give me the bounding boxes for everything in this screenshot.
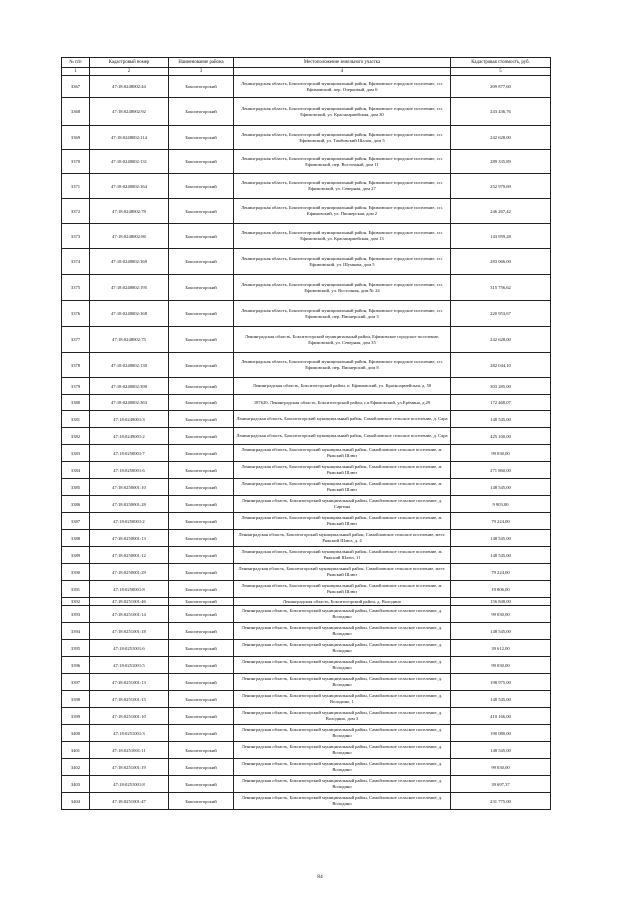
cadastral-value: 242 628,00 xyxy=(451,126,551,150)
table-row xyxy=(62,411,551,428)
row-index: 3400 xyxy=(62,725,90,742)
row-index: 3396 xyxy=(62,657,90,674)
cadastral-number: 47:18:0250001:7 xyxy=(90,445,169,462)
cadastral-value: 99 030,00 xyxy=(451,759,551,776)
location: Ленинградская область, Бокситогорский муниципальный район, Ефимовское городское поселение, г.п. Ефимовский, ул. Пионерская, дом 2 xyxy=(234,199,451,224)
district-name: Бокситогорский xyxy=(169,547,234,564)
row-index: 3374 xyxy=(62,249,90,275)
cadastral-number: 47:18:0248002:168 xyxy=(90,301,169,327)
district-name: Бокситогорский xyxy=(169,496,234,513)
cadastral-number: 47:18:0248002:114 xyxy=(90,126,169,150)
location: Ленинградская область, Бокситогорский муниципальный район, Самойловское сельское поселение, д. Володино xyxy=(234,623,451,640)
row-index: 3371 xyxy=(62,174,90,199)
header-index: № п/п xyxy=(62,58,90,68)
cadastral-value: 79 224,00 xyxy=(451,513,551,530)
table-row xyxy=(62,623,551,640)
cadastral-value: 246 267,42 xyxy=(451,199,551,224)
table-row xyxy=(62,513,551,530)
table-row xyxy=(62,691,551,708)
location: Ленинградская область, Бокситогорский муниципальный район, Ефимовское городское поселение, г.п. Ефимовский, пер. Пионерский, дом 8 xyxy=(234,353,451,378)
row-index: 3383 xyxy=(62,445,90,462)
cadastral-value: 148 545,00 xyxy=(451,547,551,564)
cadastral-number: 47:18:0251001:5 xyxy=(90,657,169,674)
row-index: 3373 xyxy=(62,224,90,249)
cadastral-number: 47:18:0251001:13 xyxy=(90,674,169,691)
cadastral-number: 47:18:0248002:75 xyxy=(90,327,169,353)
table-row xyxy=(62,742,551,759)
cadastral-number: 47:18:0249001:3 xyxy=(90,411,169,428)
district-name: Бокситогорский xyxy=(169,691,234,708)
district-name: Бокситогорский xyxy=(169,76,234,98)
cadastral-value: 190 080,00 xyxy=(451,725,551,742)
location: Ленинградская область, Бокситогорский муниципальный район, Ефимовское городское поселение, г.п. Ефимовский, ул. Восточная, дом № 24 xyxy=(234,275,451,301)
table-row xyxy=(62,793,551,810)
table-row xyxy=(62,174,551,199)
row-index: 3367 xyxy=(62,76,90,98)
cadastral-number: 47:18:0251001:14 xyxy=(90,606,169,623)
cadastral-number: 47:18:0248002:86 xyxy=(90,224,169,249)
row-index: 3382 xyxy=(62,428,90,445)
district-name: Бокситогорский xyxy=(169,174,234,199)
district-name: Бокситогорский xyxy=(169,674,234,691)
table-row xyxy=(62,98,551,126)
district-name: Бокситогорский xyxy=(169,275,234,301)
table-body xyxy=(62,76,551,810)
table-row xyxy=(62,725,551,742)
location: Ленинградская область, Бокситогорский муниципальный район, Ефимовское городское поселение, г.п. Ефимовский, пер. Озерковый, дом 6 xyxy=(234,76,451,98)
header-location: Местоположение земельного участка xyxy=(234,58,451,68)
column-number: 1 xyxy=(62,68,90,76)
table-row xyxy=(62,598,551,606)
row-index: 3376 xyxy=(62,301,90,327)
district-name: Бокситогорский xyxy=(169,564,234,581)
district-name: Бокситогорский xyxy=(169,462,234,479)
cadastral-value: 99 030,00 xyxy=(451,606,551,623)
district-name: Бокситогорский xyxy=(169,378,234,395)
location: Ленинградская область, Бокситогорский муниципальный район, Самойловское сельское поселение, д. Володино, 1 xyxy=(234,691,451,708)
cadastral-number: 47:18:0248002:195 xyxy=(90,275,169,301)
district-name: Бокситогорский xyxy=(169,411,234,428)
district-name: Бокситогорский xyxy=(169,327,234,353)
table-row xyxy=(62,496,551,513)
cadastral-value: 148 545,00 xyxy=(451,742,551,759)
location: Ленинградская область, Бокситогорский муниципальный район, Самойловское сельское поселение, д. Володино xyxy=(234,725,451,742)
table-row xyxy=(62,776,551,793)
cadastral-value: 315 756,62 xyxy=(451,275,551,301)
column-number: 2 xyxy=(90,68,169,76)
district-name: Бокситогорский xyxy=(169,530,234,547)
row-index: 3372 xyxy=(62,199,90,224)
row-index: 3394 xyxy=(62,623,90,640)
table-row xyxy=(62,301,551,327)
location: Ленинградская область, Бокситогорский муниципальный район, Самойловское сельское поселение, д. Сара xyxy=(234,411,451,428)
location: Ленинградская область, Бокситогорский муниципальный район, Самойловское сельское поселение, д. Володино xyxy=(234,606,451,623)
location: Ленинградская область, Бокситогорский муниципальный район, Самойловское сельское поселение, мест. Ряжский Шлюз, д. 4 xyxy=(234,530,451,547)
district-name: Бокситогорский xyxy=(169,445,234,462)
cadastral-value: 99 030,00 xyxy=(451,445,551,462)
district-name: Бокситогорский xyxy=(169,513,234,530)
row-index: 3390 xyxy=(62,564,90,581)
cadastral-value: 143 959,28 xyxy=(451,224,551,249)
row-index: 3384 xyxy=(62,462,90,479)
cadastral-number: 47:18:0250001:28 xyxy=(90,496,169,513)
table-row xyxy=(62,708,551,725)
column-number: 5 xyxy=(451,68,551,76)
cadastral-value: 39 612,00 xyxy=(451,640,551,657)
cadastral-number: 47:18:0250001:29 xyxy=(90,564,169,581)
cadastral-value: 243 436,76 xyxy=(451,98,551,126)
row-index: 3380 xyxy=(62,395,90,411)
row-index: 3375 xyxy=(62,275,90,301)
location: Ленинградская область, Бокситогорский муниципальный район, Ефимовское городское поселение, г.п. Ефимовский, ул. Шумкова, дом 5 xyxy=(234,249,451,275)
cadastral-value: 99 030,00 xyxy=(451,657,551,674)
row-index: 3379 xyxy=(62,378,90,395)
cadastral-number: 47:18:0248002:130 xyxy=(90,353,169,378)
row-index: 3398 xyxy=(62,691,90,708)
header-cadastral-value: Кадастровая стоимость, руб. xyxy=(451,58,551,68)
location: Ленинградская область, Бокситогорский муниципальный район, Самойловское сельское поселение, д. Володино xyxy=(234,776,451,793)
location: Ленинградская область, Бокситогорский муниципальный район, Самойловское сельское поселение, д. Володино xyxy=(234,793,451,810)
cadastral-value: 172 468,07 xyxy=(451,395,551,411)
row-index: 3368 xyxy=(62,98,90,126)
row-index: 3386 xyxy=(62,496,90,513)
district-name: Бокситогорский xyxy=(169,793,234,810)
district-name: Бокситогорский xyxy=(169,759,234,776)
district-name: Бокситогорский xyxy=(169,428,234,445)
row-index: 3389 xyxy=(62,547,90,564)
district-name: Бокситогорский xyxy=(169,224,234,249)
page-number: 84 xyxy=(317,874,323,880)
location: Ленинградская область, Бокситогорский муниципальный район, Самойловское сельское поселение, д. Володино xyxy=(234,674,451,691)
district-name: Бокситогорский xyxy=(169,581,234,598)
district-name: Бокситогорский xyxy=(169,301,234,327)
cadastral-number: 47:18:0250001:8 xyxy=(90,581,169,598)
cadastral-number: 47:18:0248002:44 xyxy=(90,76,169,98)
district-name: Бокситогорский xyxy=(169,657,234,674)
cadastral-value: 303 285,00 xyxy=(451,378,551,395)
location: Ленинградская область, Бокситогорский муниципальный район, Самойловское сельское поселение, м. Ряжский Шлюз xyxy=(234,462,451,479)
table-row xyxy=(62,606,551,623)
cadastral-value: 39 697,37 xyxy=(451,776,551,793)
cadastral-number: 47:18:0248002:390 xyxy=(90,378,169,395)
cadastral-value: 148 545,00 xyxy=(451,691,551,708)
cadastral-number: 47:18:0251001:10 xyxy=(90,708,169,725)
district-name: Бокситогорский xyxy=(169,598,234,606)
row-index: 3385 xyxy=(62,479,90,496)
table-row xyxy=(62,564,551,581)
district-name: Бокситогорский xyxy=(169,150,234,174)
row-index: 3369 xyxy=(62,126,90,150)
table-row xyxy=(62,353,551,378)
table-row xyxy=(62,759,551,776)
table-row xyxy=(62,150,551,174)
row-index: 3403 xyxy=(62,776,90,793)
table-row xyxy=(62,224,551,249)
cadastral-value: 198 975,00 xyxy=(451,674,551,691)
cadastral-number: 47:18:0250001:6 xyxy=(90,462,169,479)
column-number: 3 xyxy=(169,68,234,76)
cadastral-number: 47:18:0248002:78 xyxy=(90,199,169,224)
location: Ленинградская область, Бокситогорский муниципальный район, Самойловское сельское поселение, д. Володино xyxy=(234,759,451,776)
location: Ленинградская область, Бокситогорский муниципальный район, Ефимовское городское поселение, г.п. Ефимовский, ул. Северная, дом 27 xyxy=(234,174,451,199)
row-index: 3395 xyxy=(62,640,90,657)
district-name: Бокситогорский xyxy=(169,199,234,224)
cadastral-value: 148 545,00 xyxy=(451,623,551,640)
table-row xyxy=(62,479,551,496)
location: Ленинградская область, Бокситогорский муниципальный район, Самойловское сельское поселение, д. Володино xyxy=(234,742,451,759)
table-row xyxy=(62,445,551,462)
cadastral-value: 289 335,89 xyxy=(451,150,551,174)
row-index: 3378 xyxy=(62,353,90,378)
cadastral-number: 47:18:0251001:18 xyxy=(90,623,169,640)
row-index: 3393 xyxy=(62,606,90,623)
district-name: Бокситогорский xyxy=(169,708,234,725)
location: 187620, Ленинградская область, Бокситогорский район, г.п.Ефимовский, ул.Ерёмина, д.29 xyxy=(234,395,451,411)
row-index: 3377 xyxy=(62,327,90,353)
district-name: Бокситогорский xyxy=(169,126,234,150)
header-district: Наименование района xyxy=(169,58,234,68)
table-row xyxy=(62,76,551,98)
row-index: 3381 xyxy=(62,411,90,428)
table-row xyxy=(62,547,551,564)
district-name: Бокситогорский xyxy=(169,353,234,378)
row-index: 3387 xyxy=(62,513,90,530)
location: Ленинградская область, Бокситогорский муниципальный район, Самойловское сельское поселение, м. Ряжский Шлюз xyxy=(234,479,451,496)
district-name: Бокситогорский xyxy=(169,606,234,623)
cadastral-number: 47:18:0251001:46 xyxy=(90,598,169,606)
cadastral-value: 283 066,00 xyxy=(451,249,551,275)
row-index: 3391 xyxy=(62,581,90,598)
cadastral-value: 271 860,00 xyxy=(451,462,551,479)
cadastral-value: 156 848,00 xyxy=(451,598,551,606)
location: Ленинградская область, Бокситогорский муниципальный район, Ефимовское городское поселение, г.п. Ефимовский, ул. Тамбовский Шалок, дом 5 xyxy=(234,126,451,150)
cadastral-number: 47:18:0248002:92 xyxy=(90,98,169,126)
cadastral-number: 47:18:0251001:47 xyxy=(90,793,169,810)
cadastral-number: 47:18:0250001:12 xyxy=(90,547,169,564)
table-row xyxy=(62,275,551,301)
row-index: 3397 xyxy=(62,674,90,691)
cadastral-value: 231 775,00 xyxy=(451,793,551,810)
district-name: Бокситогорский xyxy=(169,395,234,411)
location: Ленинградская область, Бокситогорский муниципальный район, Ефимовское городское поселение, г.п. Ефимовский, ул. Красноармейская, дом 13 xyxy=(234,224,451,249)
row-index: 3370 xyxy=(62,150,90,174)
row-index: 3399 xyxy=(62,708,90,725)
row-index: 3404 xyxy=(62,793,90,810)
table-row xyxy=(62,674,551,691)
cadastral-value: 425 100,00 xyxy=(451,428,551,445)
cadastral-number: 47:18:0249001:2 xyxy=(90,428,169,445)
cadastral-number: 47:18:0250001:2 xyxy=(90,513,169,530)
table-row xyxy=(62,462,551,479)
cadastral-value: 9 903,00 xyxy=(451,496,551,513)
table-row xyxy=(62,378,551,395)
cadastral-number: 47:18:0251001:3 xyxy=(90,725,169,742)
district-name: Бокситогорский xyxy=(169,249,234,275)
location: Ленинградская область, Бокситогорский муниципальный район, Ефимовское городское поселение, Ефимовский, ул. Северная, дом 35 xyxy=(234,327,451,353)
cadastral-number: 47:18:0250001:10 xyxy=(90,479,169,496)
location: Ленинградская область, Бокситогорский муниципальный район, Самойловское сельское поселение, мест. Ряжский Шлюз xyxy=(234,564,451,581)
cadastral-value: 148 545,00 xyxy=(451,479,551,496)
district-name: Бокситогорский xyxy=(169,98,234,126)
location: Ленинградская область, Бокситогорский район, д. Володино xyxy=(234,598,451,606)
cadastral-value: 282 044,10 xyxy=(451,353,551,378)
location: Ленинградская область, Бокситогорский муниципальный район, Самойловское сельское поселение, м. Ряжский Шлюз xyxy=(234,513,451,530)
cadastral-value: 148 545,00 xyxy=(451,530,551,547)
row-index: 3388 xyxy=(62,530,90,547)
location: Ленинградская область, Бокситогорский муниципальный район, Самойловское сельское поселение, д. Володино, дом 3 xyxy=(234,708,451,725)
cadastral-value: 242 628,00 xyxy=(451,327,551,353)
cadastral-number: 47:18:0248002:164 xyxy=(90,174,169,199)
district-name: Бокситогорский xyxy=(169,640,234,657)
location: Ленинградская область, Бокситогорский муниципальный район, Ефимовское городское поселение, г.п. Ефимовский, пер. Пионерский, дом 3 xyxy=(234,301,451,327)
cadastral-number: 47:18:0251001:6 xyxy=(90,640,169,657)
table-row xyxy=(62,640,551,657)
location: Ленинградская область, Бокситогорский муниципальный район, Ефимовское городское поселение, г.п. Ефимовский, пер. Восточный, дом 11 xyxy=(234,150,451,174)
cadastral-value-table xyxy=(61,57,551,810)
row-index: 3401 xyxy=(62,742,90,759)
cadastral-value: 220 953,67 xyxy=(451,301,551,327)
district-name: Бокситогорский xyxy=(169,623,234,640)
cadastral-number: 47:18:0251001:8 xyxy=(90,776,169,793)
cadastral-number: 47:18:0248002:131 xyxy=(90,150,169,174)
cadastral-value: 148 545,00 xyxy=(451,411,551,428)
cadastral-value: 79 224,00 xyxy=(451,564,551,581)
location: Ленинградская область, Бокситогорский муниципальный район, Самойловское сельское поселение, м. Ряжский Шлюз, 11 xyxy=(234,547,451,564)
location: Ленинградская область, Бокситогорский муниципальный район, Самойловское сельское поселение, д. Володино xyxy=(234,640,451,657)
location: Ленинградская область, Бокситогорский район, п. Ефимовский, ул. Красноармейская, д. 50 xyxy=(234,378,451,395)
district-name: Бокситогорский xyxy=(169,742,234,759)
cadastral-number: 47:18:0248002:363 xyxy=(90,395,169,411)
cadastral-value: 209 877,60 xyxy=(451,76,551,98)
table-row xyxy=(62,657,551,674)
cadastral-number: 47:18:0248002:169 xyxy=(90,249,169,275)
location: Ленинградская область, Бокситогорский муниципальный район, Самойловское сельское поселение, д. Володино xyxy=(234,657,451,674)
location: Ленинградская область, Бокситогорский муниципальный район, Самойловское сельское поселение, м. Ряжский Шлюз xyxy=(234,445,451,462)
district-name: Бокситогорский xyxy=(169,776,234,793)
location: Ленинградская область, Бокситогорский муниципальный район, Самойловское сельское поселение, д. Сара xyxy=(234,428,451,445)
table-row xyxy=(62,428,551,445)
column-number-row xyxy=(62,68,551,76)
table-row xyxy=(62,126,551,150)
table-row xyxy=(62,581,551,598)
table-header-row xyxy=(62,58,551,68)
column-number: 4 xyxy=(234,68,451,76)
cadastral-number: 47:18:0251001:11 xyxy=(90,742,169,759)
table-row xyxy=(62,530,551,547)
header-cadastral-number: Кадастровый номер xyxy=(90,58,169,68)
cadastral-number: 47:18:0251001:15 xyxy=(90,691,169,708)
row-index: 3402 xyxy=(62,759,90,776)
table-row xyxy=(62,199,551,224)
cadastral-number: 47:18:0250001:13 xyxy=(90,530,169,547)
cadastral-value: 410 166,00 xyxy=(451,708,551,725)
cadastral-value: 19 806,00 xyxy=(451,581,551,598)
location: Ленинградская область, Бокситогорский муниципальный район, Самойловское сельское поселение, м. Ряжский Шлюз xyxy=(234,581,451,598)
table-row xyxy=(62,327,551,353)
table-row xyxy=(62,249,551,275)
district-name: Бокситогорский xyxy=(169,725,234,742)
row-index: 3392 xyxy=(62,598,90,606)
cadastral-number: 47:18:0251001:19 xyxy=(90,759,169,776)
location: Ленинградская область, Бокситогорский муниципальный район, Самойловское сельское поселение, д. Саргина xyxy=(234,496,451,513)
location: Ленинградская область, Бокситогорский муниципальный район, Ефимовское городское поселение, г.п. Ефимовский, ул. Красноармейская, дом 30 xyxy=(234,98,451,126)
table-row xyxy=(62,395,551,411)
district-name: Бокситогорский xyxy=(169,479,234,496)
cadastral-value: 252 979,69 xyxy=(451,174,551,199)
